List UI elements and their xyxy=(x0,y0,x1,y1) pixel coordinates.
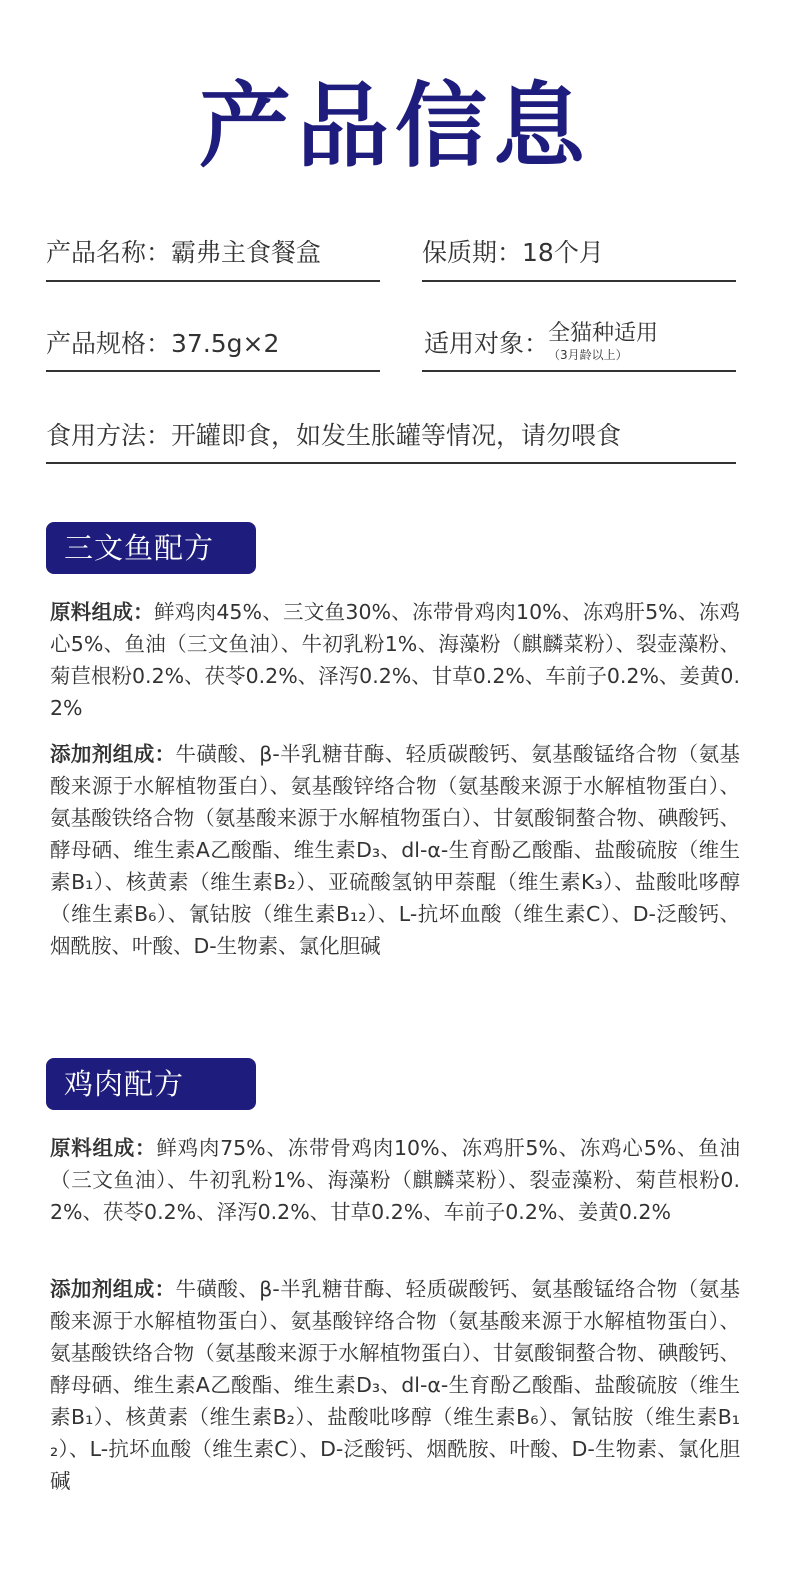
target-audience-value: 全猫种适用 xyxy=(548,321,659,346)
salmon-raw-ingredients xyxy=(50,596,740,724)
chicken-recipe-badge: 鸡肉配方 xyxy=(46,1058,256,1110)
raw-ingredients-text: 鲜鸡肉75%、冻带骨鸡肉10%、冻鸡肝5%、冻鸡心5%、鱼油（三文鱼油）、牛初乳粉1%、海藻粉（麒麟菜粉）、裂壶藻粉、菊苣根粉0.2%、茯苓0.2%、泽泻0.2%、甘草0.2%、车前子0.2%、姜黄0.2% xyxy=(50,1136,741,1224)
product-spec-field xyxy=(46,318,380,372)
target-audience-label: 适用对象： xyxy=(424,329,550,358)
shelf-life-label: 保质期： xyxy=(422,238,523,267)
additives-label: 添加剂组成： xyxy=(50,742,176,766)
product-spec-value: 37.5g×2 xyxy=(171,329,280,358)
additives-text: 牛磺酸、β-半乳糖苷酶、轻质碳酸钙、氨基酸锰络合物（氨基酸来源于水解植物蛋白）、氨基酸锌络合物（氨基酸来源于水解植物蛋白）、氨基酸铁络合物（氨基酸来源于水解植物蛋白）、甘氨酸铜螯合物、碘酸钙、酵母硒、维生素A乙酸酯、维生素D₃、dl-α-生育酚乙酸酯、盐酸硫胺（维生素B₁）、核黄素（维生素B₂）、盐酸吡哆醇（维生素B₆）、氰钴胺（维生素B₁₂）、L-抗坏血酸（维生素C）、D-泛酸钙、烟酰胺、叶酸、D-生物素、氯化胆碱 xyxy=(50,1277,741,1493)
product-name-field xyxy=(46,228,380,282)
page-title: 产品信息 xyxy=(198,73,591,180)
shelf-life-field xyxy=(422,228,736,282)
product-name-value: 霸弗主食餐盒 xyxy=(171,238,322,267)
additives-label: 添加剂组成： xyxy=(50,1277,176,1301)
raw-ingredients-label: 原料组成： xyxy=(50,600,154,624)
product-spec-label: 产品规格： xyxy=(46,329,172,358)
chicken-additives xyxy=(50,1273,740,1497)
usage-field xyxy=(46,410,736,464)
additives-text: 牛磺酸、β-半乳糖苷酶、轻质碳酸钙、氨基酸锰络合物（氨基酸来源于水解植物蛋白）、氨基酸锌络合物（氨基酸来源于水解植物蛋白）、氨基酸铁络合物（氨基酸来源于水解植物蛋白）、甘氨酸铜螯合物、碘酸钙、酵母硒、维生素A乙酸酯、维生素D₃、dl-α-生育酚乙酸酯、盐酸硫胺（维生素B₁）、核黄素（维生素B₂）、亚硫酸氢钠甲萘醌（维生素K₃）、盐酸吡哆醇（维生素B₆）、氰钴胺（维生素B₁₂）、L-抗坏血酸（维生素C）、D-泛酸钙、烟酰胺、叶酸、D-生物素、氯化胆碱 xyxy=(50,742,741,958)
salmon-recipe-badge: 三文鱼配方 xyxy=(46,522,256,574)
salmon-additives xyxy=(50,738,740,962)
shelf-life-value: 18个月 xyxy=(522,238,604,267)
target-audience-field xyxy=(422,318,736,372)
chicken-raw-ingredients xyxy=(50,1132,740,1228)
product-name-label: 产品名称： xyxy=(46,238,172,267)
usage-label: 食用方法： xyxy=(46,421,172,450)
raw-ingredients-label: 原料组成： xyxy=(50,1136,157,1160)
target-audience-note: （3月龄以上） xyxy=(548,348,628,362)
usage-value: 开罐即食，如发生胀罐等情况，请勿喂食 xyxy=(171,421,622,450)
raw-ingredients-text: 鲜鸡肉45%、三文鱼30%、冻带骨鸡肉10%、冻鸡肝5%、冻鸡心5%、鱼油（三文鱼油）、牛初乳粉1%、海藻粉（麒麟菜粉）、裂壶藻粉、菊苣根粉0.2%、茯苓0.2%、泽泻0.2%、甘草0.2%、车前子0.2%、姜黄0.2% xyxy=(50,600,741,720)
